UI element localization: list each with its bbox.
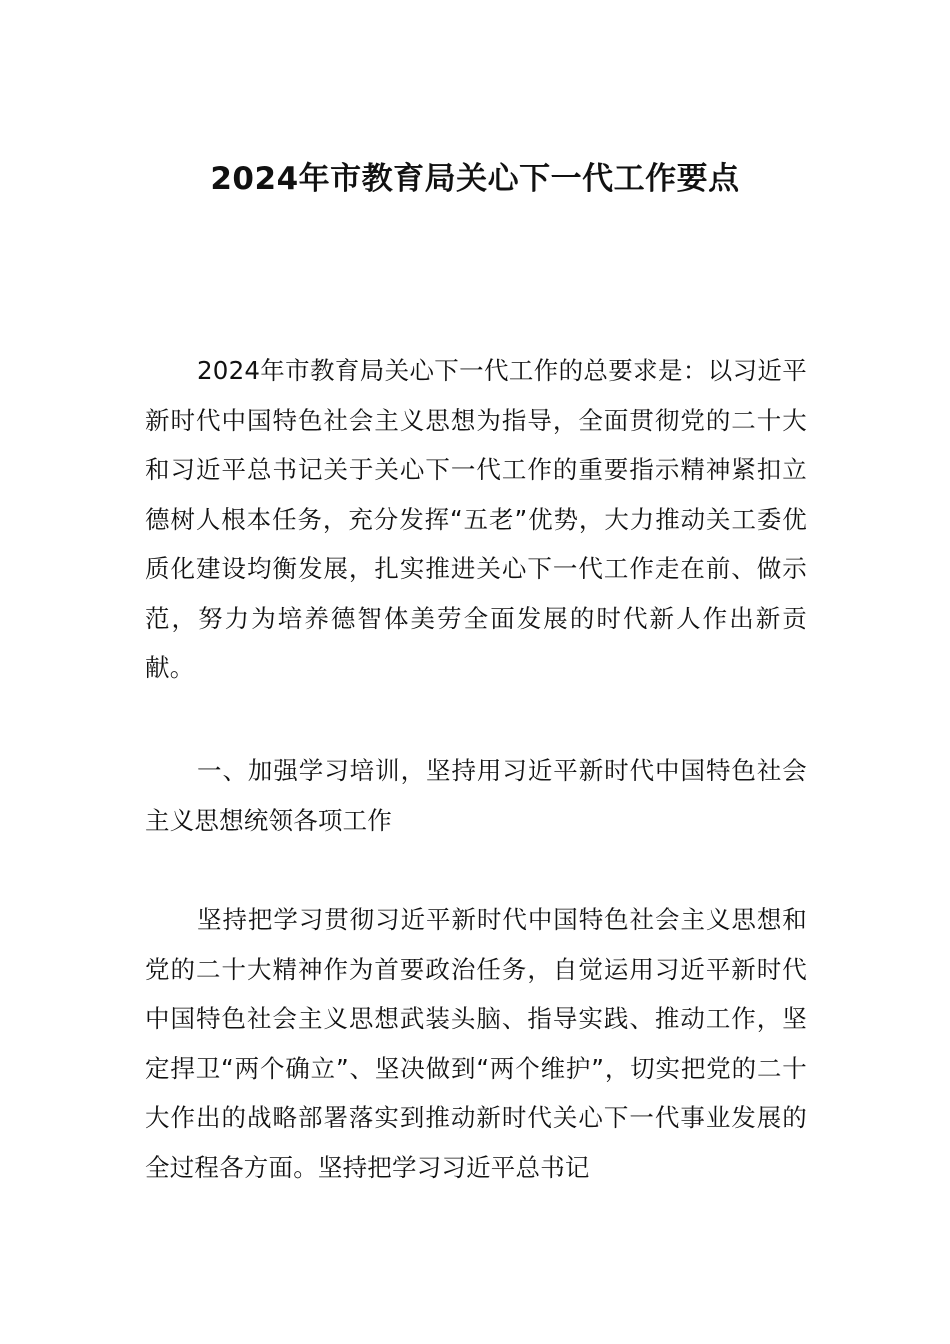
section-heading-1: 一、加强学习培训，坚持用习近平新时代中国特色社会主义思想统领各项工作 bbox=[145, 756, 807, 835]
section-1-paragraph: 坚持把学习贯彻习近平新时代中国特色社会主义思想和党的二十大精神作为首要政治任务，自觉运用习近平新时代中国特色社会主义思想武装头脑、指导实践、推动工作，坚定捍卫“两个确立”、坚决做到“两个维护”，切实把党的二十大作出的战略部署落实到推动新时代关心下一代事业发展的全过程各方面。坚持把学习习近平总书记 bbox=[145, 905, 807, 1182]
document-title: 2024年市教育局关心下一代工作要点 bbox=[210, 161, 740, 197]
intro-paragraph: 2024年市教育局关心下一代工作的总要求是：以习近平新时代中国特色社会主义思想为指导，全面贯彻党的二十大和习近平总书记关于关心下一代工作的重要指示精神紧扣立德树人根本任务，充分发挥“五老”优势，大力推动关工委优质化建设均衡发展，扎实推进关心下一代工作走在前、做示范，努力为培养德智体美劳全面发展的时代新人作出新贡献。 bbox=[145, 356, 807, 682]
